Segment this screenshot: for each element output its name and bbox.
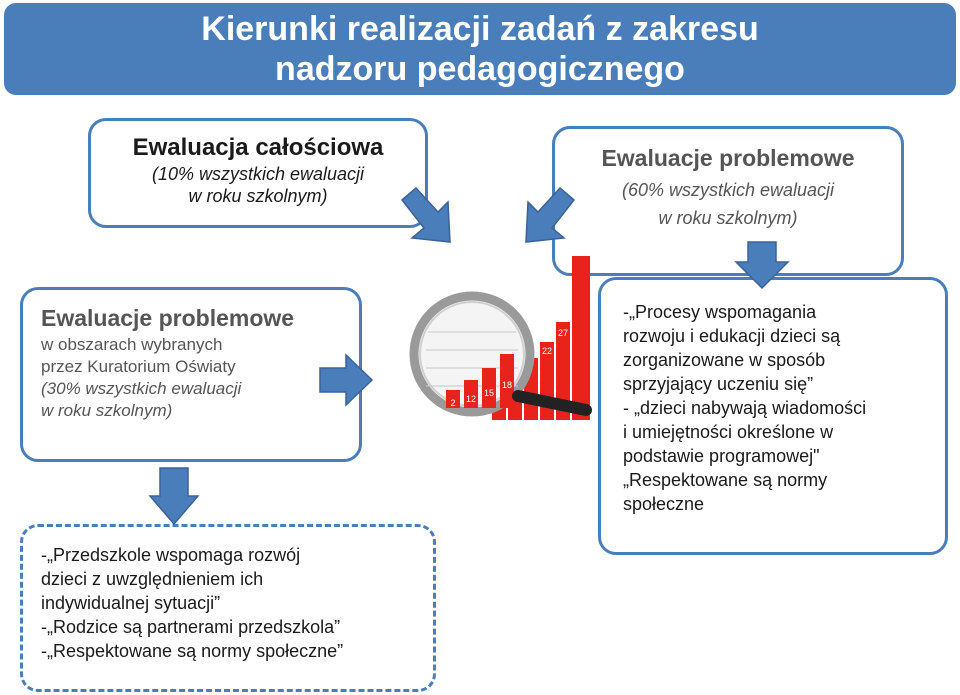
holistic-evaluation-box	[88, 118, 428, 228]
holistic-sub-2: w roku szkolnym)	[188, 186, 328, 206]
req-right-line: sprzyjający uczeniu się”	[623, 374, 814, 394]
problem-evaluation-box	[552, 126, 904, 276]
req-right-line: rozwoju i edukacji dzieci są	[623, 326, 841, 346]
problem-sub-2: w roku szkolnym)	[658, 208, 798, 228]
req-left-line: -„Respektowane są normy społeczne”	[41, 641, 344, 661]
bar-label: 15	[483, 388, 495, 398]
problem-heading: Ewaluacje problemowe	[601, 145, 855, 171]
bar-label: 18	[501, 380, 513, 390]
title-line-2: nadzoru pedagogicznego	[275, 50, 685, 88]
req-right-line: „Respektowane są normy	[623, 470, 828, 490]
title-banner	[4, 3, 956, 95]
bar-label: 12	[465, 394, 477, 404]
holistic-sub-1: (10% wszystkich ewaluacji	[151, 164, 365, 184]
curatorium-line-1: w obszarach wybranych	[41, 335, 223, 354]
curatorium-line-2: przez Kuratorium Oświaty	[41, 357, 236, 376]
req-right-line: -„Procesy wspomagania	[623, 302, 817, 322]
arrow-icon	[400, 186, 456, 246]
bar-label: 22	[541, 346, 553, 356]
curatorium-line-4: w roku szkolnym)	[41, 401, 173, 420]
bar-label: 2	[450, 398, 456, 408]
title-line-1: Kierunki realizacji zadań z zakresu	[201, 10, 759, 48]
req-right-line: podstawie programowej"	[623, 446, 820, 466]
curatorium-heading: Ewaluacje problemowe	[41, 305, 295, 331]
arrow-icon	[734, 240, 790, 290]
req-right-line: - „dzieci nabywają wiadomości	[623, 398, 867, 418]
arrow-icon	[318, 352, 374, 408]
requirements-right-box	[598, 277, 948, 555]
req-left-line: -„Rodzice są partnerami przedszkola”	[41, 617, 341, 637]
holistic-heading: Ewaluacja całościowa	[132, 134, 384, 161]
bar-label: 27	[557, 328, 569, 338]
problem-sub-1: (60% wszystkich ewaluacji	[621, 180, 835, 200]
requirements-left-box	[20, 524, 436, 692]
req-left-line: indywidualnej sytuacji”	[41, 593, 221, 613]
magnifier-chart-image	[372, 250, 592, 420]
req-right-line: i umiejętności określone w	[623, 422, 834, 442]
curatorium-line-3: (30% wszystkich ewaluacji	[41, 379, 242, 398]
curatorium-evaluation-box	[20, 287, 362, 462]
req-right-line: społeczne	[623, 494, 705, 514]
req-left-line: -„Przedszkole wspomaga rozwój	[41, 545, 301, 565]
req-left-line: dzieci z uwzględnieniem ich	[41, 569, 264, 589]
arrow-icon	[148, 466, 200, 526]
req-right-line: zorganizowane w sposób	[623, 350, 826, 370]
arrow-icon	[520, 186, 576, 246]
